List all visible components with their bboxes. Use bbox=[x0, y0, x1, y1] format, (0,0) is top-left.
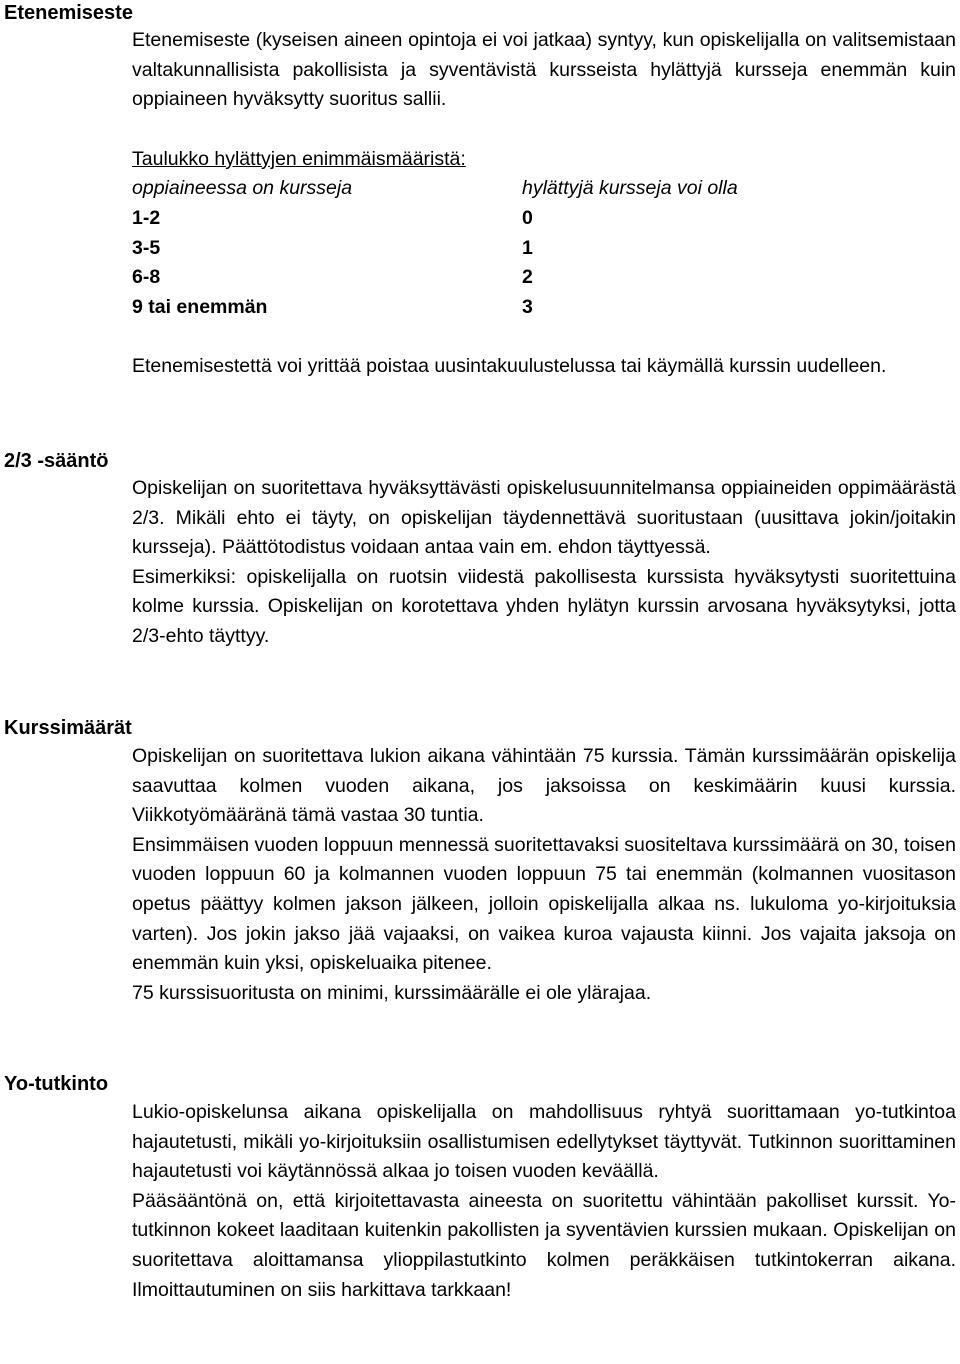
section-body-etenemiseste bbox=[132, 26, 956, 382]
section-body-matriculation-exam bbox=[132, 1098, 956, 1305]
section-heading-matriculation-exam: Yo-tutkinto bbox=[4, 1073, 109, 1095]
table-cell: 1 bbox=[522, 236, 533, 259]
section-heading-etenemiseste: Etenemiseste bbox=[4, 2, 133, 24]
paragraph: Etenemisestettä voi yrittää poistaa uusintakuulustelussa tai käymällä kurssin uudelleen. bbox=[132, 355, 887, 378]
table-cell: 3 bbox=[522, 295, 533, 318]
section-heading-two-thirds-rule: 2/3 -sääntö bbox=[4, 450, 109, 472]
spacer bbox=[132, 115, 956, 145]
paragraph: Ensimmäisen vuoden loppuun mennessä suoritettavaksi suositeltava kurssimäärä on 30, toisen vuoden loppuun 60 ja kolmannen vuoden loppuun 75 tai enemmän (kolmannen vuositason opetus päättyy kolmen jakson jälkeen, jolloin opiskelijalla alkaa ns. lukuloma yo-kirjoituksia varten). Jos jokin jakso jää vajaaksi, on vaikea kuroa vajausta kiinni. Jos vajaita jaksoja on enemmän kuin yksi, opiskeluaika pitenee. bbox=[132, 833, 956, 975]
table-cell: 3-5 bbox=[132, 236, 161, 259]
table-row bbox=[132, 204, 956, 234]
table-cell: 1-2 bbox=[132, 206, 161, 229]
table-caption: Taulukko hylättyjen enimmäismääristä: bbox=[132, 147, 466, 170]
spacer bbox=[132, 322, 956, 352]
table-cell: 0 bbox=[522, 206, 533, 229]
section-body-two-thirds-rule bbox=[132, 474, 956, 652]
table-cell: 2 bbox=[522, 266, 533, 289]
paragraph: Lukio-opiskelunsa aikana opiskelijalla on mahdollisuus ryhtyä suorittamaan yo-tutkintoa hajautetusti, mikäli yo-kirjoituksiin osallistumisen edellytykset täyttyvät. Tutkinnon suorittaminen hajautetusti voi käytännössä alkaa jo toisen vuoden keväällä. bbox=[132, 1101, 956, 1183]
paragraph: Opiskelijan on suoritettava hyväksyttävästi opiskelusuunnitelmansa oppiaineiden oppimäärästä 2/3. Mikäli ehto ei täyty, on opiskelijan täydennettävä suoritustaan (uusittava jokin/joitakin kursseja). Päättötodistus voidaan antaa vain em. ehdon täyttyessä. bbox=[132, 477, 956, 559]
paragraph: Opiskelijan on suoritettava lukion aikana vähintään 75 kurssia. Tämän kurssimäärän opiskelija saavuttaa kolmen vuoden aikana, jos jaksoissa on keskimäärin kuusi kurssia. Viikkotyömääränä tämä vastaa 30 tuntia. bbox=[132, 745, 956, 827]
section-body-course-amounts bbox=[132, 742, 956, 1008]
paragraph: Etenemiseste (kyseisen aineen opintoja ei voi jatkaa) syntyy, kun opiskelijalla on valitsemistaan valtakunnallisista pakollisista ja syventävistä kursseista hylättyjä kursseja enemmän kuin oppiaineen hyväksytty suoritus sallii. bbox=[132, 29, 956, 111]
paragraph: Esimerkiksi: opiskelijalla on ruotsin viidestä pakollisesta kurssista hyväksytysti suoritettuina kolme kurssia. Opiskelijan on korotettava yhden hylätyn kurssin arvosana hyväksytyksi, jotta 2/3-ehto täyttyy. bbox=[132, 565, 956, 647]
table-cell: 6-8 bbox=[132, 266, 161, 289]
table-row bbox=[132, 263, 956, 293]
section-heading-course-amounts: Kurssimäärät bbox=[4, 717, 132, 739]
table-cell: 9 tai enemmän bbox=[132, 295, 268, 318]
table-header-cell: hylättyjä kursseja voi olla bbox=[522, 177, 738, 200]
paragraph: Pääsääntönä on, että kirjoitettavasta aineesta on suoritettu vähintään pakolliset kurssit. Yo-tutkinnon kokeet laaditaan kuitenkin pakollisten ja syventävien kurssien mukaan. Opiskelijan on suoritettava aloittamansa ylioppilastutkinto kolmen peräkkäisen tutkintokerran aikana. Ilmoittautuminen on siis harkittava tarkkaan! bbox=[132, 1189, 956, 1301]
table-header-row bbox=[132, 174, 956, 204]
rejected-courses-table bbox=[132, 174, 956, 322]
table-header-cell: oppiaineessa on kursseja bbox=[132, 177, 353, 200]
table-row bbox=[132, 293, 956, 323]
paragraph: 75 kurssisuoritusta on minimi, kurssimäärälle ei ole ylärajaa. bbox=[132, 981, 652, 1004]
table-row bbox=[132, 234, 956, 264]
